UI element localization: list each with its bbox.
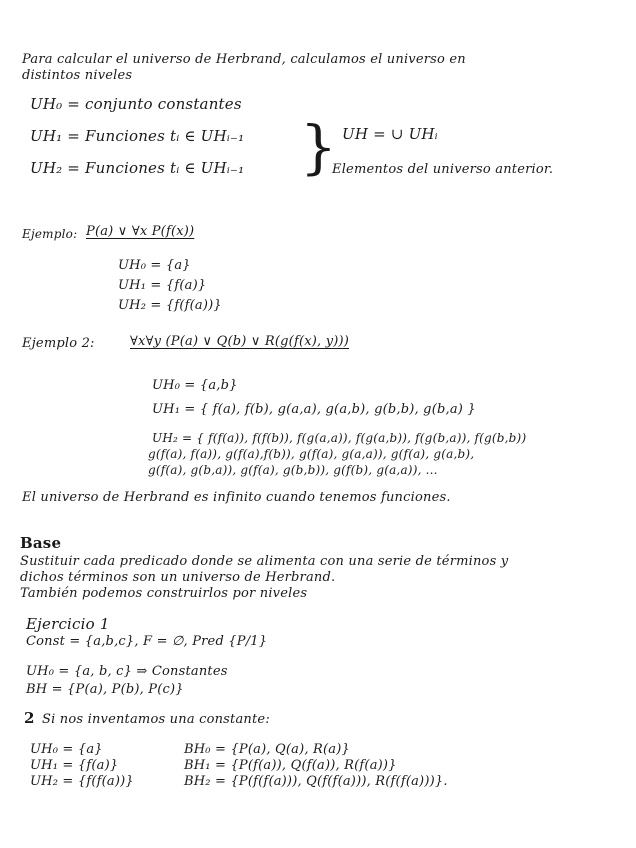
intro-line-1: Para calcular el universo de Herbrand, calculamos el universo en <box>22 52 466 67</box>
base-heading: Base <box>20 534 62 552</box>
ej2-heading: Si nos inventamos una constante: <box>42 712 270 727</box>
ex1-label: Ejemplo: <box>22 227 78 241</box>
ej2-number: 2 <box>24 709 35 727</box>
ex2-uh2-line-2: g(f(a), f(a)), g(f(a),f(b)), g(f(a), g(a,a)), g(f(a), g(a,b), <box>148 447 475 461</box>
ej1-heading: Ejercicio 1 <box>26 615 110 633</box>
ex2-uh2-line-3: g(f(a), g(b,a)), g(f(a), g(b,b)), g(f(b), g(a,a)), ... <box>148 463 438 477</box>
def-note: Elementos del universo anterior. <box>332 162 554 177</box>
ej2-uh0: UH₀ = {a} <box>30 742 103 757</box>
ej1-const: Const = {a,b,c}, F = ∅, Pred {P/1} <box>26 634 268 649</box>
def-uh2: UH₂ = Funciones tᵢ ∈ UHᵢ₋₁ <box>30 159 245 177</box>
ex1-formula: P(a) ∨ ∀x P(f(x)) <box>86 224 195 239</box>
ej2-uh1: UH₁ = {f(a)} <box>30 758 119 773</box>
ex1-uh2: UH₂ = {f(f(a))} <box>118 298 222 313</box>
ex2-uh1: UH₁ = { f(a), f(b), g(a,a), g(a,b), g(b,b), g(b,a) } <box>152 402 476 417</box>
infinite-statement: El universo de Herbrand es infinito cuando tenemos funciones. <box>22 490 451 505</box>
def-uh1: UH₁ = Funciones tᵢ ∈ UHᵢ₋₁ <box>30 127 245 145</box>
base-line-1: Sustituir cada predicado donde se alimenta con una serie de términos y <box>20 554 509 569</box>
grouping-brace: } <box>300 113 337 181</box>
ej2-bh0: BH₀ = {P(a), Q(a), R(a)} <box>184 742 351 757</box>
def-uh0: UH₀ = conjunto constantes <box>30 95 242 113</box>
ex2-uh0: UH₀ = {a,b} <box>152 378 238 393</box>
ex2-uh2-line-1: UH₂ = { f(f(a)), f(f(b)), f(g(a,a)), f(g(a,b)), f(g(b,a)), f(g(b,b)) <box>152 431 527 445</box>
ex2-formula: ∀x∀y (P(a) ∨ Q(b) ∨ R(g(f(x), y))) <box>130 334 350 349</box>
ej2-uh2: UH₂ = {f(f(a))} <box>30 774 134 789</box>
ej2-bh1: BH₁ = {P(f(a)), Q(f(a)), R(f(a))} <box>184 758 397 773</box>
ej1-bh: BH = {P(a), P(b), P(c)} <box>26 682 184 697</box>
def-union: UH = ∪ UHᵢ <box>342 125 438 143</box>
ej1-uh0: UH₀ = {a, b, c} ⇒ Constantes <box>26 664 228 679</box>
intro-line-2: distintos niveles <box>22 68 133 83</box>
ex2-label: Ejemplo 2: <box>22 336 95 351</box>
base-line-3: También podemos construirlos por niveles <box>20 586 308 601</box>
ex1-uh1: UH₁ = {f(a)} <box>118 278 207 293</box>
ex1-uh0: UH₀ = {a} <box>118 258 191 273</box>
base-line-2: dichos términos son un universo de Herbrand. <box>20 570 336 585</box>
ej2-bh2: BH₂ = {P(f(f(a))), Q(f(f(a))), R(f(f(a)))}. <box>184 774 448 789</box>
